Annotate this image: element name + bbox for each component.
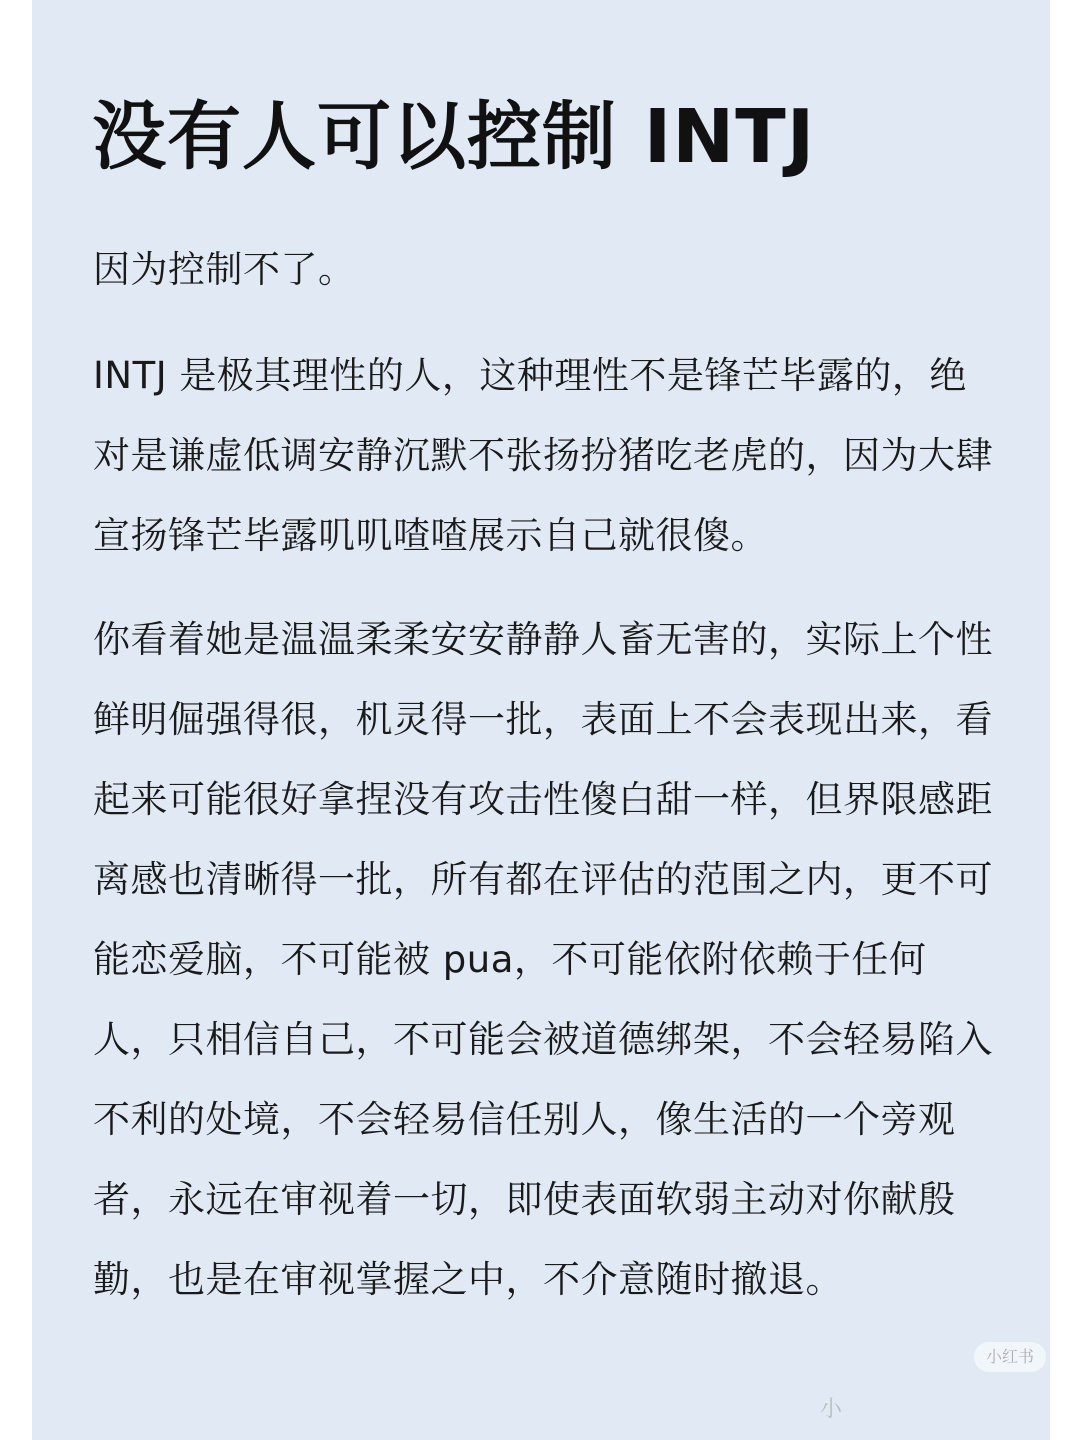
paragraph-2: INTJ 是极其理性的人，这种理性不是锋芒毕露的，绝对是谦虚低调安静沉默不张扬扮猪吃老虎的，因为大肆宣扬锋芒毕露叽叽喳喳展示自己就很傻。 <box>93 354 993 557</box>
user-id-watermark: 小 <box>820 1397 843 1422</box>
paragraph-3: 你看着她是温温柔柔安安静静人畜无害的，实际上个性鲜明倔强得很，机灵得一批，表面上不会表现出来，看起来可能很好拿捏没有攻击性傻白甜一样，但界限感距离感也清晰得一批，所有都在评估的范围之内，更不可能恋爱脑，不可能被 pua，不可能依附依赖于任何人，只相信自己，不可能会被道德绑架，不会轻易陷入不利的处境，不会轻易信任别人，像生活的一个旁观者，永远在审视着一切，即使表面软弱主动对你献殷勤，也是在审视掌握之中，不介意随时撤退。 <box>93 618 993 1301</box>
xiaohongshu-logo-watermark: 小红书 <box>974 1342 1046 1372</box>
article-title: 没有人可以控制 INTJ <box>92 94 816 180</box>
paragraph-1: 因为控制不了。 <box>93 248 356 291</box>
